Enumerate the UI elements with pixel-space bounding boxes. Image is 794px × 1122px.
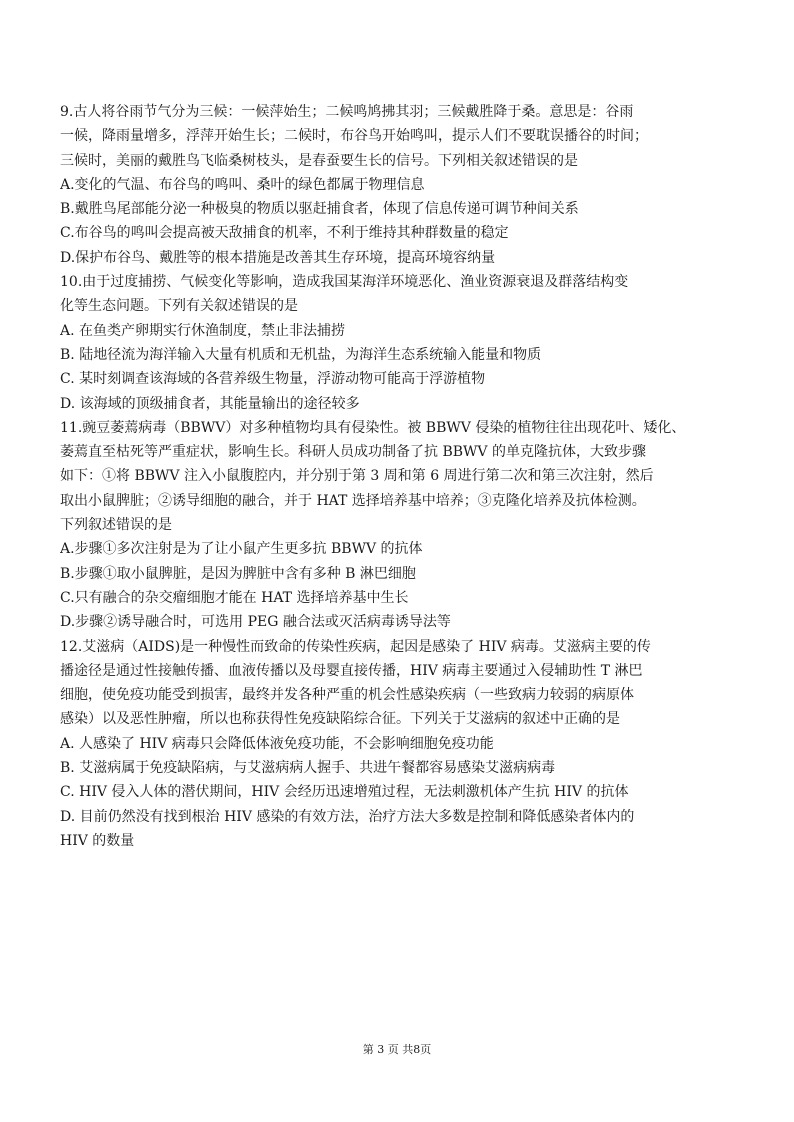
text-line: 9.古人将谷雨节气分为三候：一候萍始生；二候鸣鸠拂其羽；三候戴胜降于桑。意思是：谷雨 [60,104,634,120]
document-body [60,100,736,853]
text-line: A. 在鱼类产卵期实行休渔制度，禁止非法捕捞 [60,322,346,339]
text-line: 三候时，美丽的戴胜鸟飞临桑树枝头，是春蚕要生长的信号。下列相关叙述错误的是 [60,152,578,169]
text-line: D. 目前仍然没有找到根治 HIV 感染的有效方法，治疗方法大多数是控制和降低感染者体内的 [60,808,635,825]
text-line: 取出小鼠脾脏；②诱导细胞的融合，并于 HAT 选择培养基中培养；③克隆化培养及抗体检测。 [60,492,646,509]
text-line: A.步骤①多次注射是为了让小鼠产生更多抗 BBWV 的抗体 [60,541,423,558]
text-line: C. 某时刻调查该海域的各营养级生物量，浮游动物可能高于浮游植物 [60,371,486,388]
text-line: 下列叙述错误的是 [60,517,172,534]
text-line: 一候，降雨量增多，浮萍开始生长；二候时，布谷鸟开始鸣叫，提示人们不要耽误播谷的时间； [60,128,648,145]
text-line: 如下：①将 BBWV 注入小鼠腹腔内，并分别于第 3 周和第 6 周进行第二次和第三次注射，然后 [60,468,654,485]
text-line: C.只有融合的杂交瘤细胞才能在 HAT 选择培养基中生长 [60,589,409,606]
text-line: 10.由于过度捕捞、气候变化等影响，造成我国某海洋环境恶化、渔业资源衰退及群落结构变 [60,274,629,291]
page-footer: 第 3 页 共8页 [362,1043,432,1056]
text-line: 12.艾滋病（AIDS)是一种慢性而致命的传染性疾病，起因是感染了 HIV 病毒。艾滋病主要的传 [60,638,651,655]
text-line: 11.豌豆萎蔫病毒（BBWV）对多种植物均具有侵染性。被 BBWV 侵染的植物往往出现花叶、矮化、 [60,419,686,436]
text-line: D.保护布谷鸟、戴胜等的根本措施是改善其生存环境，提高环境容纳量 [60,249,496,266]
text-line: C.布谷鸟的鸣叫会提高被天敌捕食的机率，不利于维持其种群数量的稳定 [60,225,509,242]
text-line: D.步骤②诱导融合时，可选用 PEG 融合法或灭活病毒诱导法等 [60,614,451,631]
text-line: 萎蔫直至枯死等严重症状，影响生长。科研人员成功制备了抗 BBWV 的单克隆抗体，大致步骤 [60,444,646,461]
text-line: D. 该海域的顶级捕食者，其能量输出的途径较多 [60,395,360,412]
text-line: 播途径是通过性接触传播、血液传播以及母婴直接传播，HIV 病毒主要通过入侵辅助性 T 淋巴 [60,662,643,679]
text-line: HIV 的数量 [60,832,135,849]
text-line: B.步骤①取小鼠脾脏，是因为脾脏中含有多种 B 淋巴细胞 [60,565,416,582]
text-line: C. HIV 侵入人体的潜伏期间，HIV 会经历迅速增殖过程，无法刺激机体产生抗 HIV 的抗体 [60,784,629,801]
text-line: 化等生态问题。下列有关叙述错误的是 [60,298,298,315]
text-line: B. 艾滋病属于免疫缺陷病，与艾滋病病人握手、共进午餐都容易感染艾滋病病毒 [60,760,556,777]
text-line: 细胞，使免疫功能受到损害，最终并发各种严重的机会性感染疾病（一些致病力较弱的病原体 [60,687,634,704]
text-line: B.戴胜鸟尾部能分泌一种极臭的物质以驱赶捕食者，体现了信息传递可调节种间关系 [60,201,579,218]
text-line: 感染）以及恶性肿瘤，所以也称获得性免疫缺陷综合征。下列关于艾滋病的叙述中正确的是 [60,711,620,728]
text-line: A. 人感染了 HIV 病毒只会降低体液免疫功能，不会影响细胞免疫功能 [60,735,494,752]
text-line: B. 陆地径流为海洋输入大量有机质和无机盐，为海洋生态系统输入能量和物质 [60,346,542,363]
text-line: A.变化的气温、布谷鸟的鸣叫、桑叶的绿色都属于物理信息 [60,176,425,193]
